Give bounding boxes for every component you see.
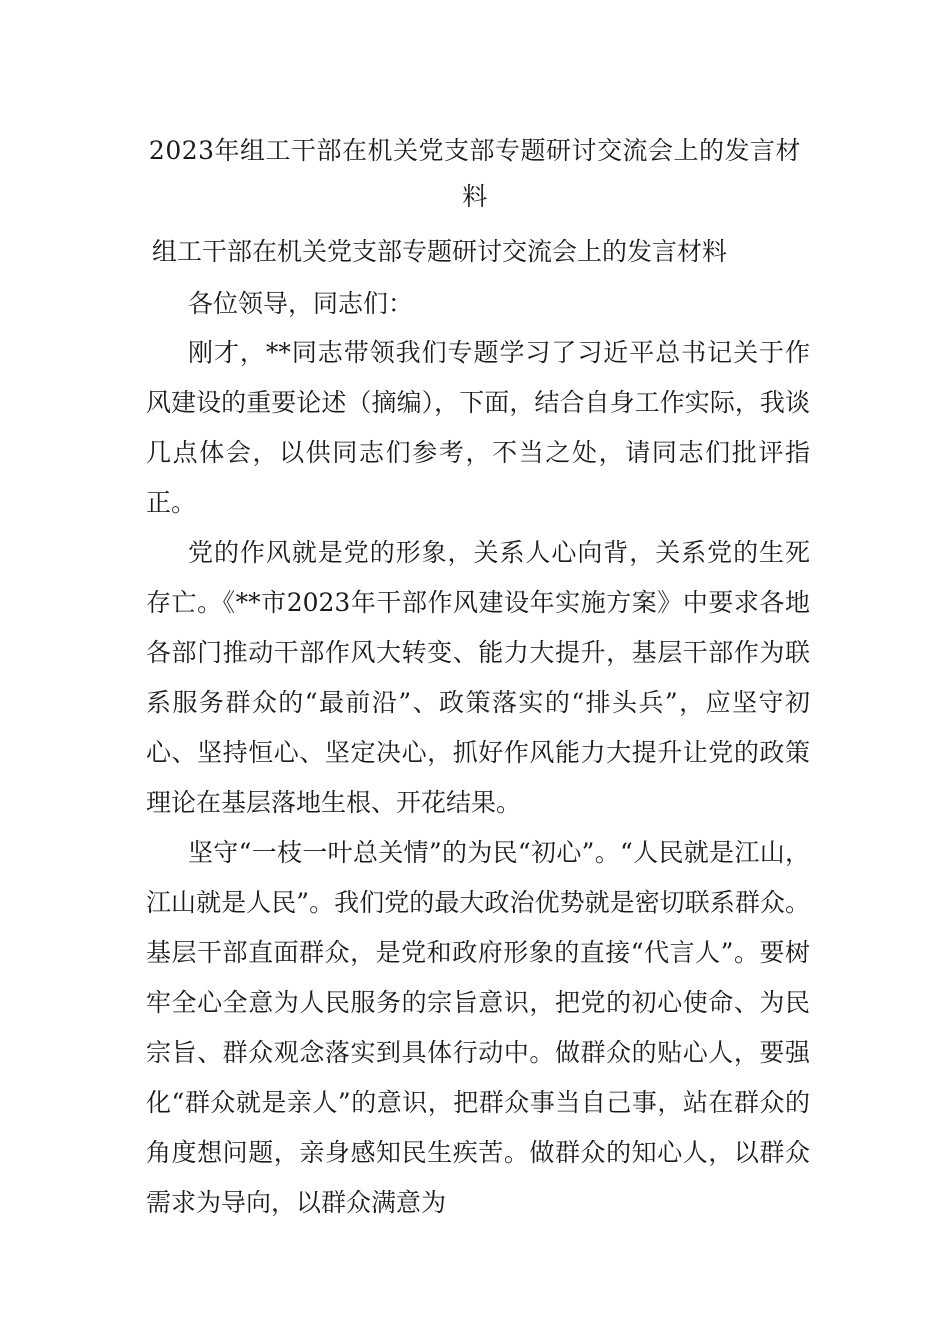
document-title: 2023年组工干部在机关党支部专题研讨交流会上的发言材料 xyxy=(148,136,802,211)
body-paragraph-3: 坚守“一枝一叶总关情”的为民“初心”。“人民就是江山，江山就是人民”。我们党的最大政治优势就是密切联系群众。基层干部直面群众，是党和政府形象的直接“代言人”。要树牢全心全意为人民服务的宗旨意识，把党的初心使命、为民宗旨、群众观念落实到具体行动中。做群众的贴心人，要强化“群众就是亲人”的意识，把群众事当自己事，站在群众的角度想问题，亲身感知民生疾苦。做群众的知心人，以群众需求为导向，以群众满意为 xyxy=(146,838,810,1217)
body-paragraph-2: 党的作风就是党的形象，关系人心向背，关系党的生死存亡。《**市2023年干部作风建设年实施方案》中要求各地各部门推动干部作风大转变、能力大提升，基层干部作为联系服务群众的“最前沿”、政策落实的“排头兵”，应坚守初心、坚持恒心、坚定决心，抓好作风能力大提升让党的政策理论在基层落地生根、开花结果。 xyxy=(146,538,810,817)
document-subtitle: 组工干部在机关党支部专题研讨交流会上的发言材料 xyxy=(152,237,728,266)
greeting-paragraph: 各位领导，同志们： xyxy=(188,289,414,318)
body-paragraph-1: 刚才，**同志带领我们专题学习了习近平总书记关于作风建设的重要论述（摘编），下面，结合自身工作实际，我谈几点体会，以供同志们参考，不当之处，请同志们批评指正。 xyxy=(146,338,810,517)
